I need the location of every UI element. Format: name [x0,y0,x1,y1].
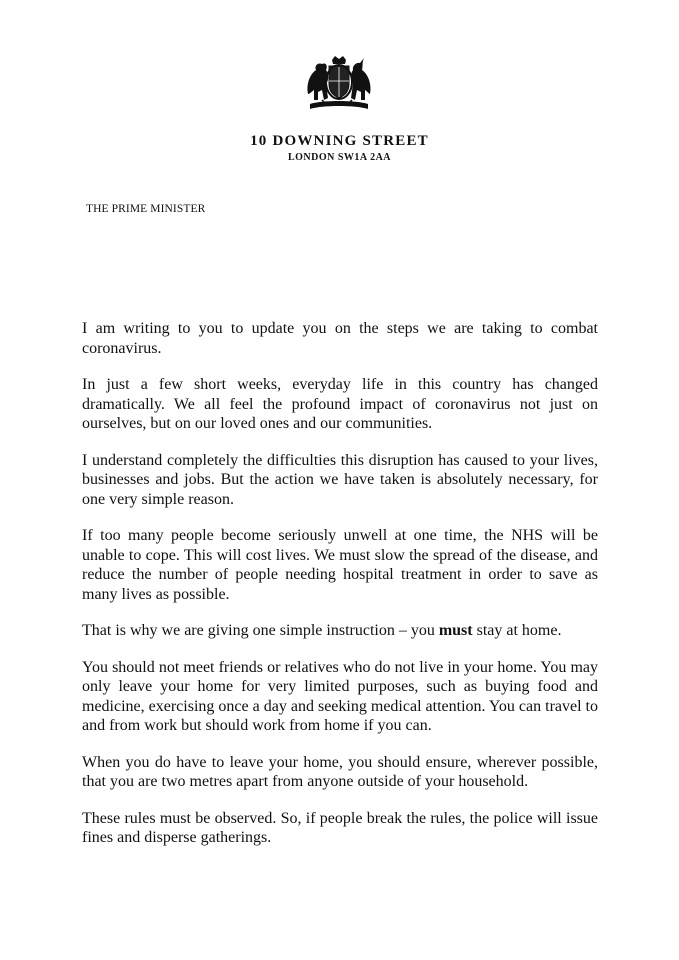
sender-title: THE PRIME MINISTER [86,203,206,215]
paragraph-6: You should not meet friends or relatives who do not live in your home. You may only leave your home for very limited purposes, such as buying food and medicine, exercising once a day and seeking medical attention. You can travel to and from work but should work from home if you can. [82,658,598,734]
paragraph-5-tail: stay at home. [472,622,562,639]
paragraph-8: These rules must be observed. So, if people break the rules, the police will issue fines and disperse gatherings. [82,809,598,846]
letterhead-postcode: LONDON SW1A 2AA [287,152,392,163]
royal-coat-of-arms-icon [302,54,376,112]
paragraph-2: In just a few short weeks, everyday life in this country has changed dramatically. We all feel the profound impact of coronavirus not just on ourselves, but on our loved ones and our communities. [82,376,598,432]
paragraph-5-lead: That is why we are giving one simple instruction – you [82,622,439,639]
paragraph-4: If too many people become seriously unwell at one time, the NHS will be unable to cope. This will cost lives. We must slow the spread of the disease, and reduce the number of people needing hospital treatment in order to save as many lives as possible. [82,527,598,603]
paragraph-5-emphasis: must [438,622,473,639]
letter-body [82,319,598,865]
paragraph-7: When you do have to leave your home, you should ensure, wherever possible, that you are two metres apart from anyone outside of your household. [82,753,598,790]
letterhead-street: 10 DOWNING STREET [250,133,429,149]
paragraph-5 [82,621,598,641]
paragraph-1: I am writing to you to update you on the steps we are taking to combat coronavirus. [82,320,598,357]
paragraph-3: I understand completely the difficulties this disruption has caused to your lives, businesses and jobs. But the action we have taken is absolutely necessary, for one very simple reason. [82,451,598,508]
